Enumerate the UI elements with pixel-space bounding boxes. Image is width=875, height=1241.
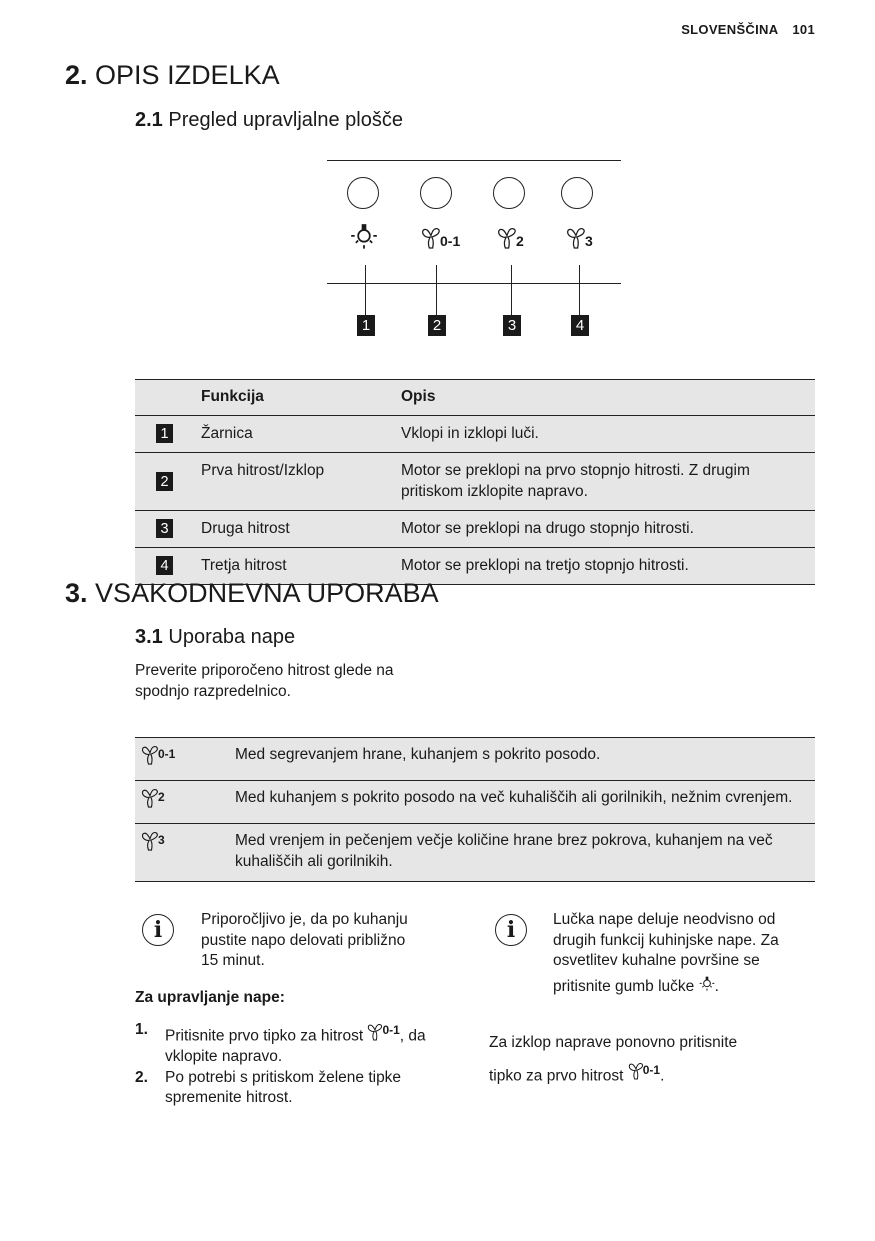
divider (327, 283, 621, 284)
step-item: 1. Pritisnite prvo tipko za hitrost 0-1 , da vklopite napravo. (135, 1021, 426, 1065)
speed-0-1-button[interactable] (420, 177, 452, 209)
callout-4: 4 (571, 315, 589, 336)
speed-2-button[interactable] (493, 177, 525, 209)
section-2-heading: 2. OPIS IZDELKA (65, 60, 280, 90)
language-label: SLOVENŠČINA (681, 22, 779, 37)
table-row: 2 Med kuhanjem s pokrito posodo na več kuhališčih ali gorilnikih, nežnim cvrenjem. (135, 781, 815, 824)
section-2-1-heading: 2.1 Pregled upravljalne plošče (135, 109, 403, 131)
table-row: 0-1 Med segrevanjem hrane, kuhanjem s pokrito posodo. (135, 738, 815, 781)
fan-icon: 3 (141, 830, 165, 851)
fan-icon: 0-1 (421, 227, 460, 249)
table-header: Funkcija Opis (135, 380, 815, 416)
page-number: 101 (792, 22, 815, 37)
speed-3-button[interactable] (561, 177, 593, 209)
step-item: 2. Po potrebi s pritiskom želene tipke spremenite hitrost. (135, 1068, 402, 1106)
bulb-icon (350, 223, 378, 251)
leader-line (365, 265, 366, 315)
table-row: 3 Druga hitrost Motor se preklopi na drugo stopnjo hitrosti. (135, 511, 815, 548)
fan-icon: 3 (566, 227, 593, 249)
callout-1: 1 (357, 315, 375, 336)
fan-icon: 0-1 (141, 744, 175, 765)
leader-line (511, 265, 512, 315)
info-icon: i (142, 914, 174, 946)
note-left: Priporočljivo je, da po kuhanju pustite napo delovati približno 15 minut. (201, 911, 408, 969)
fan-icon: 0-1 (367, 1020, 399, 1041)
table-row: 4 Tretja hitrost Motor se preklopi na tretjo stopnjo hitrosti. (135, 548, 815, 585)
fan-icon: 2 (141, 787, 165, 808)
table-row: 1 Žarnica Vklopi in izklopi luči. (135, 416, 815, 453)
fan-icon: 0-1 (628, 1060, 660, 1081)
function-table (135, 379, 815, 585)
callout-3: 3 (503, 315, 521, 336)
table-row: 2 Prva hitrost/Izklop Motor se preklopi na prvo stopnjo hitrosti. Z drugim pritiskom izklopite napravo. (135, 453, 815, 511)
intro-text: Preverite priporočeno hitrost glede na spodnjo razpredelnico. (135, 662, 394, 700)
control-heading: Za upravljanje nape: (135, 989, 285, 1006)
section-3-heading: 3. VSAKODNEVNA UPORABA (65, 578, 439, 608)
info-icon: i (495, 914, 527, 946)
leader-line (579, 265, 580, 315)
divider (327, 160, 621, 161)
bulb-icon (699, 976, 715, 992)
callout-2: 2 (428, 315, 446, 336)
note-right: Lučka nape deluje neodvisno od drugih funkcij kuhinjske nape. Za osvetlitev kuhalne površine se pritisnite gumb lučke . (553, 911, 779, 995)
off-instruction: Za izklop naprave ponovno pritisnite tipko za prvo hitrost 0-1 . (489, 1034, 738, 1084)
section-3-1-heading: 3.1 Uporaba nape (135, 626, 296, 648)
table-row: 3 Med vrenjem in pečenjem večje količine hrane brez pokrova, kuhanjem na več kuhališčih ali gorilnikih. (135, 824, 815, 882)
leader-line (436, 265, 437, 315)
steps-list (135, 1020, 470, 1109)
light-button[interactable] (347, 177, 379, 209)
fan-icon: 2 (497, 227, 524, 249)
page-header (681, 22, 815, 37)
speed-table (135, 737, 815, 882)
